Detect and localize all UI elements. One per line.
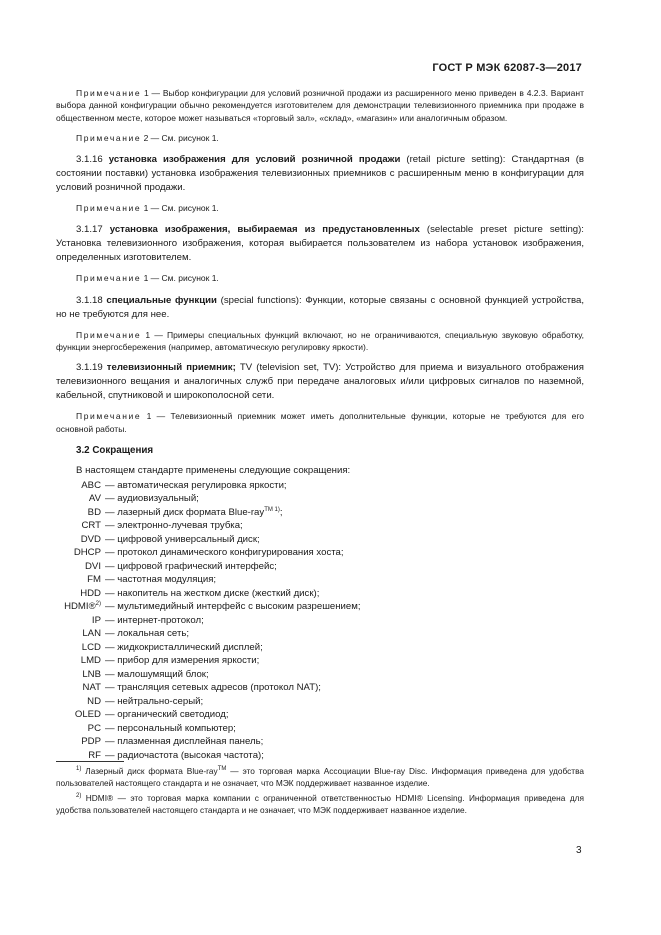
abbreviation-meaning-text: — интернет-протокол; bbox=[105, 614, 204, 626]
abbreviation-meaning bbox=[105, 587, 319, 601]
abbreviation-meaning-text: — цифровой графический интерфейс; bbox=[105, 560, 277, 572]
abbreviation-meaning-text: — радиочастота (высокая частота); bbox=[105, 749, 264, 761]
term-number: 3.1.16 bbox=[76, 154, 109, 166]
abbreviation-key-text: NAT bbox=[82, 682, 101, 694]
abbreviation-key bbox=[56, 735, 101, 749]
abbreviation-meaning bbox=[105, 600, 361, 614]
abbreviation-meaning bbox=[105, 749, 264, 763]
term-3-1-17-note bbox=[56, 272, 584, 284]
note-1 bbox=[56, 87, 584, 124]
abbreviation-row bbox=[56, 722, 584, 736]
abbreviation-meaning bbox=[105, 573, 216, 587]
note-label: Примечание bbox=[76, 273, 142, 284]
footnotes bbox=[56, 765, 584, 816]
abbreviation-key-text: DVD bbox=[80, 533, 101, 545]
abbreviation-key bbox=[56, 722, 101, 736]
abbreviation-meaning-text: — мультимедийный интерфейс с высоким разрешением; bbox=[105, 601, 361, 613]
note-text: 1 — Телевизионный приемник может иметь дополнительные функции, которые не требуются для его основной работы. bbox=[56, 411, 584, 434]
abbreviation-meaning bbox=[105, 641, 263, 655]
abbreviation-row bbox=[56, 600, 584, 614]
abbreviation-key bbox=[56, 587, 101, 601]
abbreviation-key-text: BD bbox=[87, 506, 101, 518]
abbreviation-row bbox=[56, 708, 584, 722]
abbreviation-meaning bbox=[105, 668, 209, 682]
abbreviation-row bbox=[56, 681, 584, 695]
abbreviation-row bbox=[56, 492, 584, 506]
abbreviation-key bbox=[56, 533, 101, 547]
term-number: 3.1.17 bbox=[76, 224, 110, 236]
abbreviation-row bbox=[56, 695, 584, 709]
abbreviation-meaning-text: — персональный компьютер; bbox=[105, 722, 236, 734]
abbreviation-meaning-text: — частотная модуляция; bbox=[105, 574, 217, 586]
term-3-1-17 bbox=[56, 223, 584, 265]
abbreviation-row bbox=[56, 749, 584, 763]
abbreviation-row bbox=[56, 560, 584, 574]
abbreviation-key-text: OLED bbox=[74, 709, 101, 721]
abbreviation-meaning bbox=[105, 506, 283, 520]
term-title: установка изображения для условий розничной продажи bbox=[108, 154, 401, 166]
term-definition: TV (television set, TV): Устройство для приема и визуального отображения телевизионного вещания и аналогичных служб при передаче аналоговых и/или цифровых сигналов по наземной, кабельной, спутниковой и широкополосной сети. bbox=[56, 362, 584, 402]
term-3-1-18-note bbox=[56, 329, 584, 354]
footnote-text: HDMI® — это торговая марка компании с ограниченной ответственностью HDMI® Licensing. Информация приведена для удобства пользователей настоящего стандарта и не означает, что МЭК поддерживает названное изделие. bbox=[56, 793, 584, 815]
abbreviation-key bbox=[56, 668, 101, 682]
abbreviation-meaning-text: — аудиовизуальный; bbox=[105, 493, 199, 505]
abbreviation-meaning bbox=[105, 492, 199, 506]
abbreviation-meaning-text: — нейтрально-серый; bbox=[105, 695, 204, 707]
abbreviation-meaning-text: — трансляция сетевых адресов (протокол NAT); bbox=[105, 682, 321, 694]
abbreviation-key bbox=[56, 614, 101, 628]
abbreviation-key bbox=[56, 600, 101, 614]
abbreviation-meaning-text: — накопитель на жестком диске (жесткий диск); bbox=[105, 587, 320, 599]
abbreviation-key bbox=[56, 627, 101, 641]
footnote-mark: 1) bbox=[76, 766, 82, 773]
term-title: установка изображения, выбираемая из предустановленных bbox=[109, 224, 420, 236]
section-intro: В настоящем стандарте применены следующие сокращения: bbox=[76, 464, 351, 476]
abbreviation-meaning-text: — плазменная дисплейная панель; bbox=[105, 736, 264, 748]
term-definition: (selectable preset picture setting): Установка телевизионного изображения, которая выбирается пользователем из набора установок изображения, определенных изготовителем. bbox=[56, 224, 584, 264]
term-definition: (special functions): Функции, которые связаны с основной функцией устройства, но не требуются для нее. bbox=[56, 294, 584, 320]
term-3-1-16-note bbox=[56, 202, 584, 214]
abbreviation-meaning-text: — жидкокристаллический дисплей; bbox=[105, 641, 263, 653]
term-3-1-16 bbox=[56, 153, 584, 195]
page-number: 3 bbox=[576, 845, 582, 856]
note-label: Примечание bbox=[76, 329, 142, 340]
abbreviation-key-text: ABC bbox=[81, 479, 101, 491]
abbreviation-key-text: AV bbox=[88, 493, 101, 505]
abbreviation-meaning-text: — локальная сеть; bbox=[105, 628, 190, 640]
footnote-1 bbox=[56, 765, 584, 789]
abbreviation-meaning bbox=[105, 627, 189, 641]
note-label: Примечание bbox=[76, 203, 142, 214]
abbreviation-key bbox=[56, 492, 101, 506]
abbreviation-row bbox=[56, 573, 584, 587]
term-3-1-18 bbox=[56, 294, 584, 322]
abbreviation-meaning-text: — лазерный диск формата Blue-ray bbox=[105, 506, 265, 518]
abbreviation-key-text: FM bbox=[87, 574, 101, 586]
abbreviation-meaning bbox=[105, 681, 321, 695]
note-text: 2 — См. рисунок 1. bbox=[141, 132, 219, 143]
abbreviation-key-text: CRT bbox=[81, 520, 101, 532]
abbreviation-row bbox=[56, 735, 584, 749]
abbreviation-meaning-text: — электронно-лучевая трубка; bbox=[105, 520, 243, 532]
note-text: 1 — Выбор конфигурации для условий розничной продажи из расширенного меню приведен в 4.2.3. Вариант выбора данной конфигурации обычно рекомендуется изготовителем для демонстрации телевизионного приемника при продаже в общественном месте, которое может называться «торговый зал», «склад», «магазин» или аналогичным образом. bbox=[56, 88, 584, 123]
abbreviation-key bbox=[56, 573, 101, 587]
abbreviation-meaning-text: — автоматическая регулировка яркости; bbox=[105, 479, 287, 491]
abbreviation-meaning bbox=[105, 479, 287, 493]
abbreviation-row bbox=[56, 614, 584, 628]
abbreviation-row bbox=[56, 668, 584, 682]
abbreviation-row bbox=[56, 587, 584, 601]
abbreviation-row bbox=[56, 654, 584, 668]
abbreviation-meaning-text: — протокол динамического конфигурирования хоста; bbox=[105, 547, 344, 559]
abbreviation-row bbox=[56, 506, 584, 520]
abbreviation-key bbox=[56, 519, 101, 533]
footnote-text: — это торговая марка Ассоциации Blue-ray Disc. Информация приведена для удобства пользователей настоящего стандарта и не означает, что МЭК поддерживает названное изделие. bbox=[56, 766, 584, 788]
abbreviation-meaning bbox=[105, 695, 203, 709]
abbreviation-key-text: ND bbox=[87, 695, 101, 707]
note-label: Примечание bbox=[76, 88, 142, 98]
note-text: 1 — См. рисунок 1. bbox=[141, 203, 219, 214]
abbreviation-key-text: DHCP bbox=[73, 547, 101, 559]
abbreviation-list bbox=[56, 479, 584, 763]
abbreviation-meaning bbox=[105, 546, 344, 560]
abbreviation-key-text: LMD bbox=[80, 655, 101, 667]
abbreviation-meaning bbox=[105, 519, 243, 533]
note-text: 1 — Примеры специальных функций включают, но не ограничиваются, специальную звуковую обработку, функции энергосбережения (например, автоматическую регулировку яркости). bbox=[56, 329, 584, 353]
abbreviation-meaning bbox=[105, 654, 259, 668]
term-number: 3.1.18 bbox=[76, 294, 107, 306]
abbreviation-key-text: RF bbox=[88, 749, 101, 761]
term-title: телевизионный приемник; bbox=[106, 362, 236, 374]
abbreviation-key-text: HDD bbox=[80, 587, 101, 599]
abbreviation-row bbox=[56, 519, 584, 533]
abbreviation-key bbox=[56, 695, 101, 709]
abbreviation-meaning bbox=[105, 722, 236, 736]
trademark-mark: TM bbox=[217, 766, 227, 773]
abbreviation-meaning-text: — цифровой универсальный диск; bbox=[105, 533, 260, 545]
abbreviation-meaning-text: — прибор для измерения яркости; bbox=[105, 655, 260, 667]
abbreviation-key bbox=[56, 641, 101, 655]
abbreviation-row bbox=[56, 479, 584, 493]
abbreviation-meaning bbox=[105, 708, 228, 722]
abbreviation-key-text: IP bbox=[91, 614, 101, 626]
note-2 bbox=[56, 132, 584, 144]
abbreviation-key-text: DVI bbox=[85, 560, 101, 572]
abbreviation-key bbox=[56, 506, 101, 520]
abbreviation-key bbox=[56, 681, 101, 695]
page-content bbox=[56, 87, 584, 762]
abbreviation-key-text: HDMI® bbox=[64, 601, 96, 613]
abbreviation-meaning bbox=[105, 560, 277, 574]
note-label: Примечание bbox=[76, 411, 142, 422]
term-3-1-19-note bbox=[56, 410, 584, 435]
footnote-2 bbox=[56, 792, 584, 816]
abbreviation-meaning-text: — органический светодиод; bbox=[105, 709, 229, 721]
abbreviation-meaning bbox=[105, 735, 263, 749]
abbreviation-meaning bbox=[105, 614, 204, 628]
footnote-ref: 2) bbox=[95, 601, 101, 608]
term-definition: (retail picture setting): Стандартная (в состоянии поставки) установка изображения телевизионных приемников с расширенным меню в конфигурации для условий розничной продажи. bbox=[56, 154, 584, 194]
abbreviation-row bbox=[56, 533, 584, 547]
section-heading: 3.2 Сокращения bbox=[76, 444, 154, 456]
abbreviation-row bbox=[56, 546, 584, 560]
abbreviation-key bbox=[56, 654, 101, 668]
abbreviation-key bbox=[56, 708, 101, 722]
term-number: 3.1.19 bbox=[76, 362, 107, 374]
abbreviation-key bbox=[56, 560, 101, 574]
abbreviation-meaning-text: — малошумящий блок; bbox=[105, 668, 209, 680]
note-label: Примечание bbox=[76, 132, 142, 143]
abbreviation-key-text: PDP bbox=[81, 736, 101, 748]
term-title: специальные функции bbox=[106, 294, 217, 306]
abbreviation-key-text: PC bbox=[87, 722, 101, 734]
term-3-1-19 bbox=[56, 361, 584, 403]
abbreviation-key-text: LCD bbox=[81, 641, 101, 653]
abbreviation-key bbox=[56, 479, 101, 493]
abbreviation-key-text: LAN bbox=[82, 628, 101, 640]
abbreviation-row bbox=[56, 627, 584, 641]
abbreviation-key bbox=[56, 546, 101, 560]
abbreviation-meaning bbox=[105, 533, 260, 547]
footnote-mark: 2) bbox=[76, 793, 82, 800]
trademark-footnote-ref: TM 1) bbox=[264, 506, 280, 513]
note-text: 1 — См. рисунок 1. bbox=[141, 273, 219, 284]
abbreviation-tail: ; bbox=[279, 506, 283, 518]
footnote-text: Лазерный диск формата Blue-ray bbox=[81, 766, 218, 776]
abbreviation-key-text: LNB bbox=[82, 668, 101, 680]
abbreviation-row bbox=[56, 641, 584, 655]
document-header: ГОСТ Р МЭК 62087-3—2017 bbox=[432, 62, 582, 74]
footnote-separator bbox=[56, 761, 124, 762]
